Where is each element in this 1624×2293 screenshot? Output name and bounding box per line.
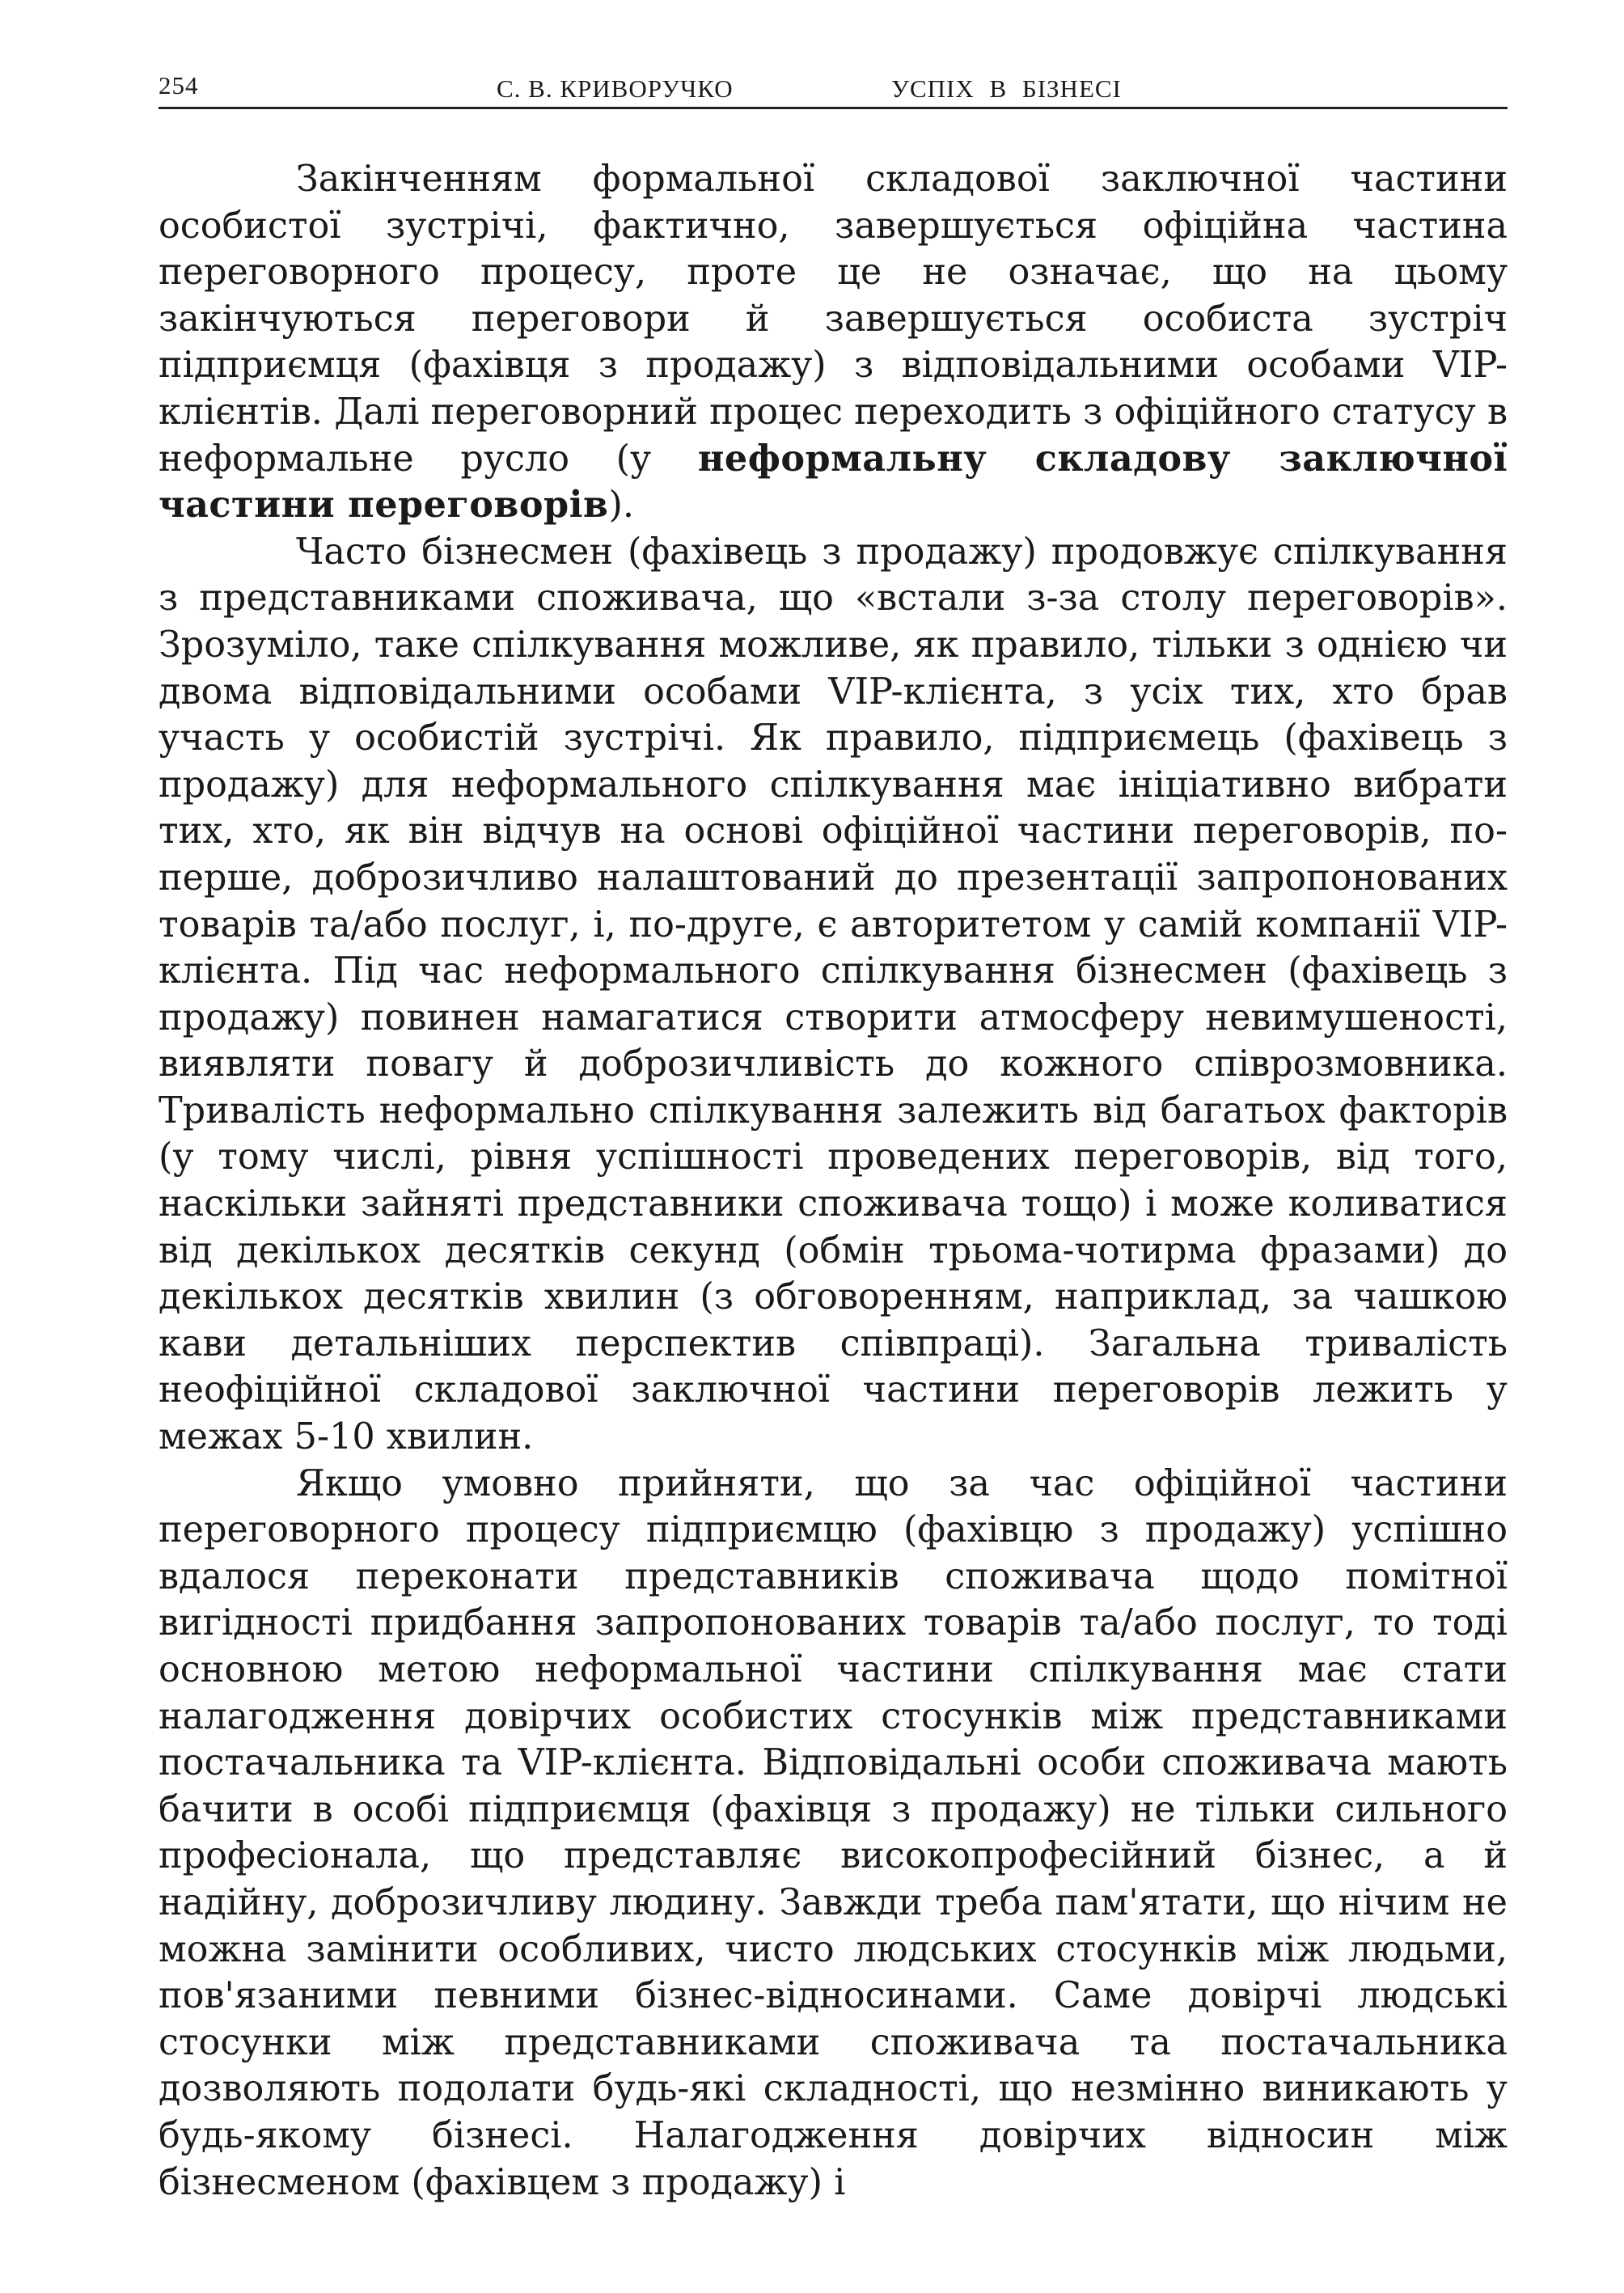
bold-term: неформальну складову заключної частини переговорів (159, 437, 1508, 527)
paragraph-text: Закінченням формальної складової заключної частини особистої зустрічі, фактично, завершується офіційна частина переговорного процесу, проте це не означає, що на цьому закінчуються переговори й завершується особиста зустріч підприємця (фахівця з продажу) з відповідальними особами VIP-клієнтів. Далі переговорний процес переходить з офіційного статусу в неформальне русло (у (159, 159, 1508, 480)
paragraph-text: ). (608, 484, 634, 527)
book-page (159, 65, 1508, 2206)
body-text (159, 156, 1508, 2206)
running-header (159, 65, 1508, 109)
header-book-title: УСПІХ В БІЗНЕСІ (891, 74, 1122, 103)
page-number: 254 (159, 71, 199, 99)
header-author: С. В. КРИВОРУЧКО (497, 74, 734, 103)
paragraph: Часто бізнесмен (фахівець з продажу) продовжує спілкування з представниками споживача, що «встали з-за столу переговорів». Зрозуміло, таке спілкування можливе, як правило, тільки з однією чи двома відповідальними особами VIP-клієнта, з усіх тих, хто брав участь у особистій зустрічі. Як правило, підприємець (фахівець з продажу) для неформального спілкування має ініціативно вибрати тих, хто, як він відчув на основі офіційної частини переговорів, по-перше, доброзичливо налаштований до презентації запропонованих товарів та/або послуг, і, по-друге, є авторитетом у самій компанії VIP-клієнта. Під час неформального спілкування бізнесмен (фахівець з продажу) повинен намагатися створити атмосферу невимушеності, виявляти повагу й доброзичливість до кожного співрозмовника. Тривалість неформально спілкування залежить від багатьох факторів (у тому числі, рівня успішності проведених переговорів, від того, наскільки зайняті представники споживача тощо) і може коливатися від декількох десятків секунд (обмін трьома-чотирма фразами) до декількох десятків хвилин (з обговоренням, наприклад, за чашкою кави детальніших перспектив співпраці). Загальна тривалість неофіційної складової заключної частини переговорів лежить у межах 5-10 хвилин. (159, 531, 1508, 1458)
paragraph (159, 156, 1508, 529)
paragraph: Якщо умовно прийняти, що за час офіційної частини переговорного процесу підприємцю (фахівцю з продажу) успішно вдалося переконати представників споживача щодо помітної вигідності придбання запропонованих товарів та/або послуг, то тоді основною метою неформальної частини спілкування має стати налагодження довірчих особистих стосунків між представниками постачальника та VIP-клієнта. Відповідальні особи споживача мають бачити в особі підприємця (фахівця з продажу) не тільки сильного професіонала, що представляє високопрофесійний бізнес, а й надійну, доброзичливу людину. Завжди треба пам'ятати, що нічим не можна замінити особливих, чисто людських стосунків між людьми, пов'язаними певними бізнес-відносинами. Саме довірчі людські стосунки між представниками споживача та постачальника дозволяють подолати будь-які складності, що незмінно виникають у будь-якому бізнесі. Налагодження довірчих відносин між бізнесменом (фахівцем з продажу) і (159, 1462, 1508, 2203)
